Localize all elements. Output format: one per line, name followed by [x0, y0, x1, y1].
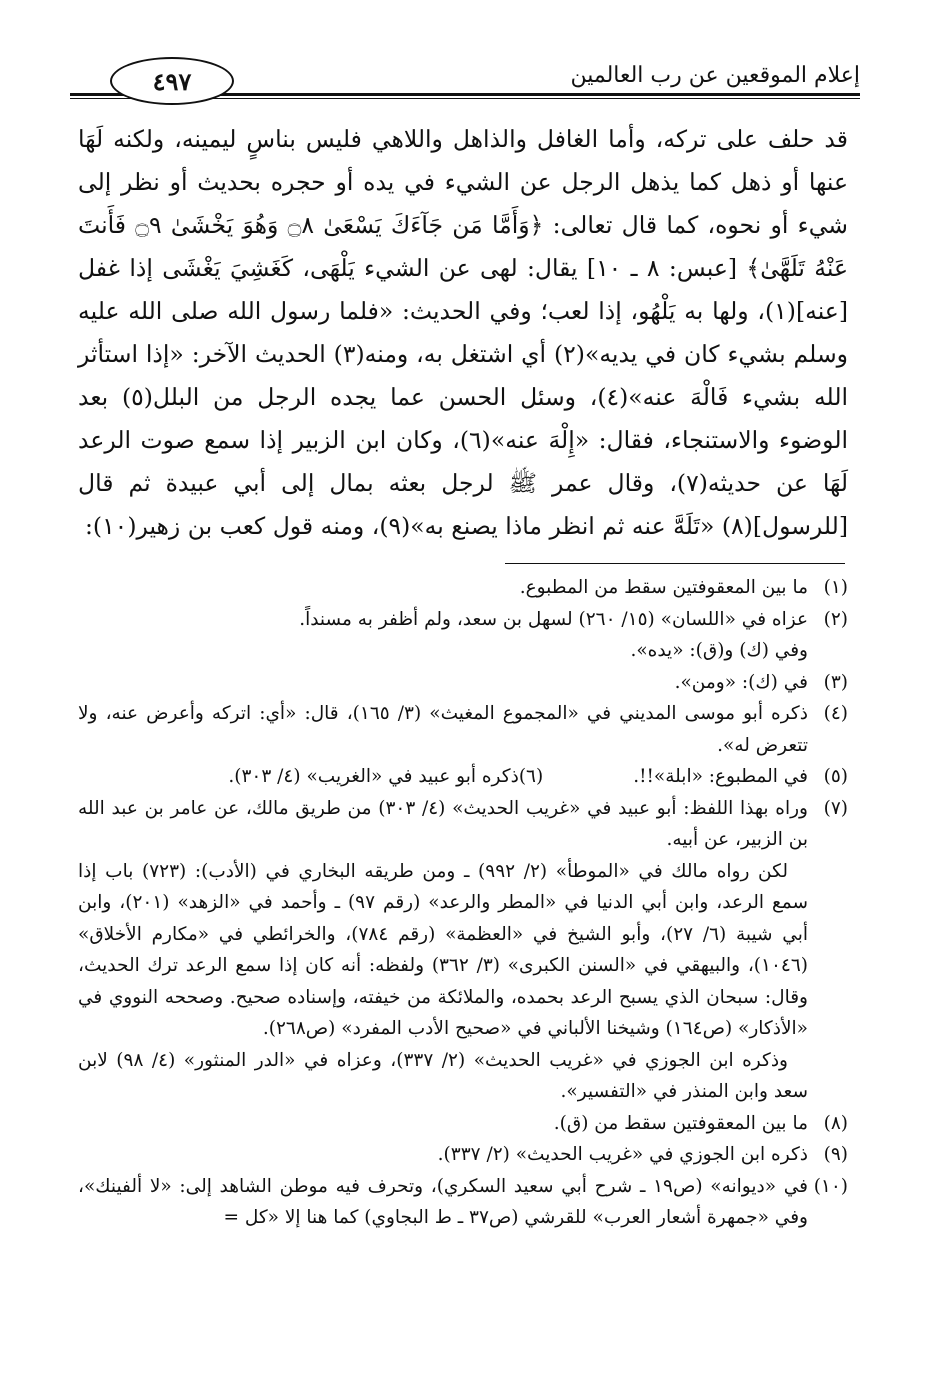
footnote-7-continued-2: وذكره ابن الجوزي في «غريب الحديث» (٢/ ٣٣٧)، وعزاه في «الدر المنثور» (٤/ ٩٨) لابن سعد وابن المنذر في «التفسير».: [78, 1049, 808, 1102]
footnotes: [78, 572, 848, 1234]
footnote-5-6: [78, 761, 848, 793]
footnote-8: [78, 1108, 848, 1140]
footnote-1: [78, 572, 848, 604]
footnote-text: ذكره أبو موسى المديني في «المجموع المغيث» (٣/ ١٦٥)، قال: «أي: اتركه وأعرض عنه، ولا تتعرض له».: [78, 703, 808, 756]
page-number: ٤٩٧: [110, 57, 234, 105]
footnote-number: (٨): [823, 1112, 848, 1134]
footnote-text: ما بين المعقوفتين سقط من المطبوع.: [519, 577, 808, 598]
page-header: [70, 55, 860, 100]
footnote-4: [78, 698, 848, 761]
footnote-text: في «ديوانه» (ص١٩ ـ شرح أبي سعيد السكري)، وتحرف فيه موطن الشاهد إلى: «لا ألفينك»، وفي «جمهرة أشعار العرب» للقرشي (ص٣٧ ـ ط البجاوي) كما هنا إلا «كل =: [78, 1175, 808, 1228]
footnote-7-continued: لكن رواه مالك في «الموطأ» (٢/ ٩٩٢) ـ ومن طريقه البخاري في (الأدب): (٧٢٣) باب إذا سمع الرعد، وابن أبي الدنيا في «المطر والرعد» (رقم ٩٧) ـ وأحمد في «الزهد» (٢٠١)، وابن أبي شيبة (٦/ ٢٧)، وأبو الشيخ في «العظمة» (رقم ٧٨٤)، والخرائطي في «مكارم الأخلاق» (١٠٤٦)، والبيهقي في «السنن الكبرى» (٣/ ٣٦٢) ولفظه: أنه كان إذا سمع الرعد ترك الحديث، وقال: سبحان الذي يسبح الرعد بحمده، والملائكة من خيفته، وإسناده صحيح. وصححه النووي في «الأذكار» (ص١٦٤) وشيخنا الألباني في «صحيح الأدب المفرد» (ص٢٦٨).: [78, 860, 808, 1039]
footnote-3: [78, 667, 848, 699]
footnote-text: ما بين المعقوفتين سقط من (ق).: [553, 1112, 808, 1134]
footnote-2-continued: وفي (ك) و(ق): «يده».: [630, 640, 808, 661]
footnote-2: [78, 604, 848, 636]
footnote-text: وراه بهذا اللفظ: أبو عبيد في «غريب الحديث» (٤/ ٣٠٣) من طريق مالك، عن عامر بن عبد الله بن الزبير، عن أبيه.: [78, 797, 808, 850]
footnote-7: [78, 793, 848, 856]
footnote-number: (٤): [823, 703, 848, 724]
main-paragraph: قد حلف على تركه، وأما الغافل والذاهل واللاهي فليس بناسٍ ليمينه، ولكنه لَهَا عنها أو ذهل كما يذهل الرجل عن الشيء في يده أو حجره بحديث أو نظر إلى شيء أو نحوه، كما قال تعالى: ﴿وَأَمَّا مَن جَآءَكَ يَسْعَىٰ ۝٨ وَهُوَ يَخْشَىٰ ۝٩ فَأَنتَ عَنْهُ تَلَهَّىٰ﴾ [عبس: ٨ ـ ١٠] يقال: لهى عن الشيء يَلْهَى، كَغَشِيَ يَغْشَى إذا غفل [عنه](١)، ولها به يَلْهُو، إذا لعب؛ وفي الحديث: «فلما رسول الله صلى الله عليه وسلم بشيء كان في يديه»(٢) أي اشتغل به، ومنه(٣) الحديث الآخر: «إذا استأثر الله بشيء فَالْهَ عنه»(٤)، وسئل الحسن عما يجده الرجل من البلل(٥) بعد الوضوء والاستنجاء، فقال: «إِلْهَ عنه»(٦)، وكان ابن الزبير إذا سمع صوت الرعد لَهَا عن حديثه(٧)، وقال عمر ﷺ لرجل بعثه بمال إلى أبي عبيدة ثم قال [للرسول](٨) «تَلَهَّ عنه ثم انظر ماذا يصنع به»(٩)، ومنه قول كعب بن زهير(١٠):: [78, 125, 849, 540]
footnote-text: عزاه في «اللسان» (١٥/ ٢٦٠) لسهل بن سعد، ولم أظفر به مسنداً.: [299, 608, 808, 630]
footnote-text: ذكره أبو عبيد في «الغريب» (٤/ ٣٠٣).: [228, 766, 519, 787]
footnote-number: (١): [823, 577, 848, 598]
footnote-10: [78, 1171, 848, 1234]
footnote-number: (٦): [518, 766, 544, 787]
footnote-text: في المطبوع: «ابلة»!!.: [633, 766, 808, 787]
main-text: [78, 118, 848, 548]
running-title: إعلام الموقعين عن رب العالمين: [570, 63, 860, 88]
footnote-number: (٢): [823, 608, 848, 630]
footnote-number: (٥): [823, 766, 848, 787]
footnote-number: (٣): [823, 671, 848, 693]
footnote-number: (٧): [823, 797, 848, 819]
footnote-text: في (ك): «ومن».: [674, 671, 808, 693]
footnote-9: [78, 1139, 848, 1171]
footnote-number: (٩): [823, 1144, 848, 1165]
footnote-text: ذكره ابن الجوزي في «غريب الحديث» (٢/ ٣٣٧).: [437, 1144, 808, 1165]
footnote-divider: [505, 563, 845, 564]
footnote-number: (١٠): [813, 1175, 848, 1197]
